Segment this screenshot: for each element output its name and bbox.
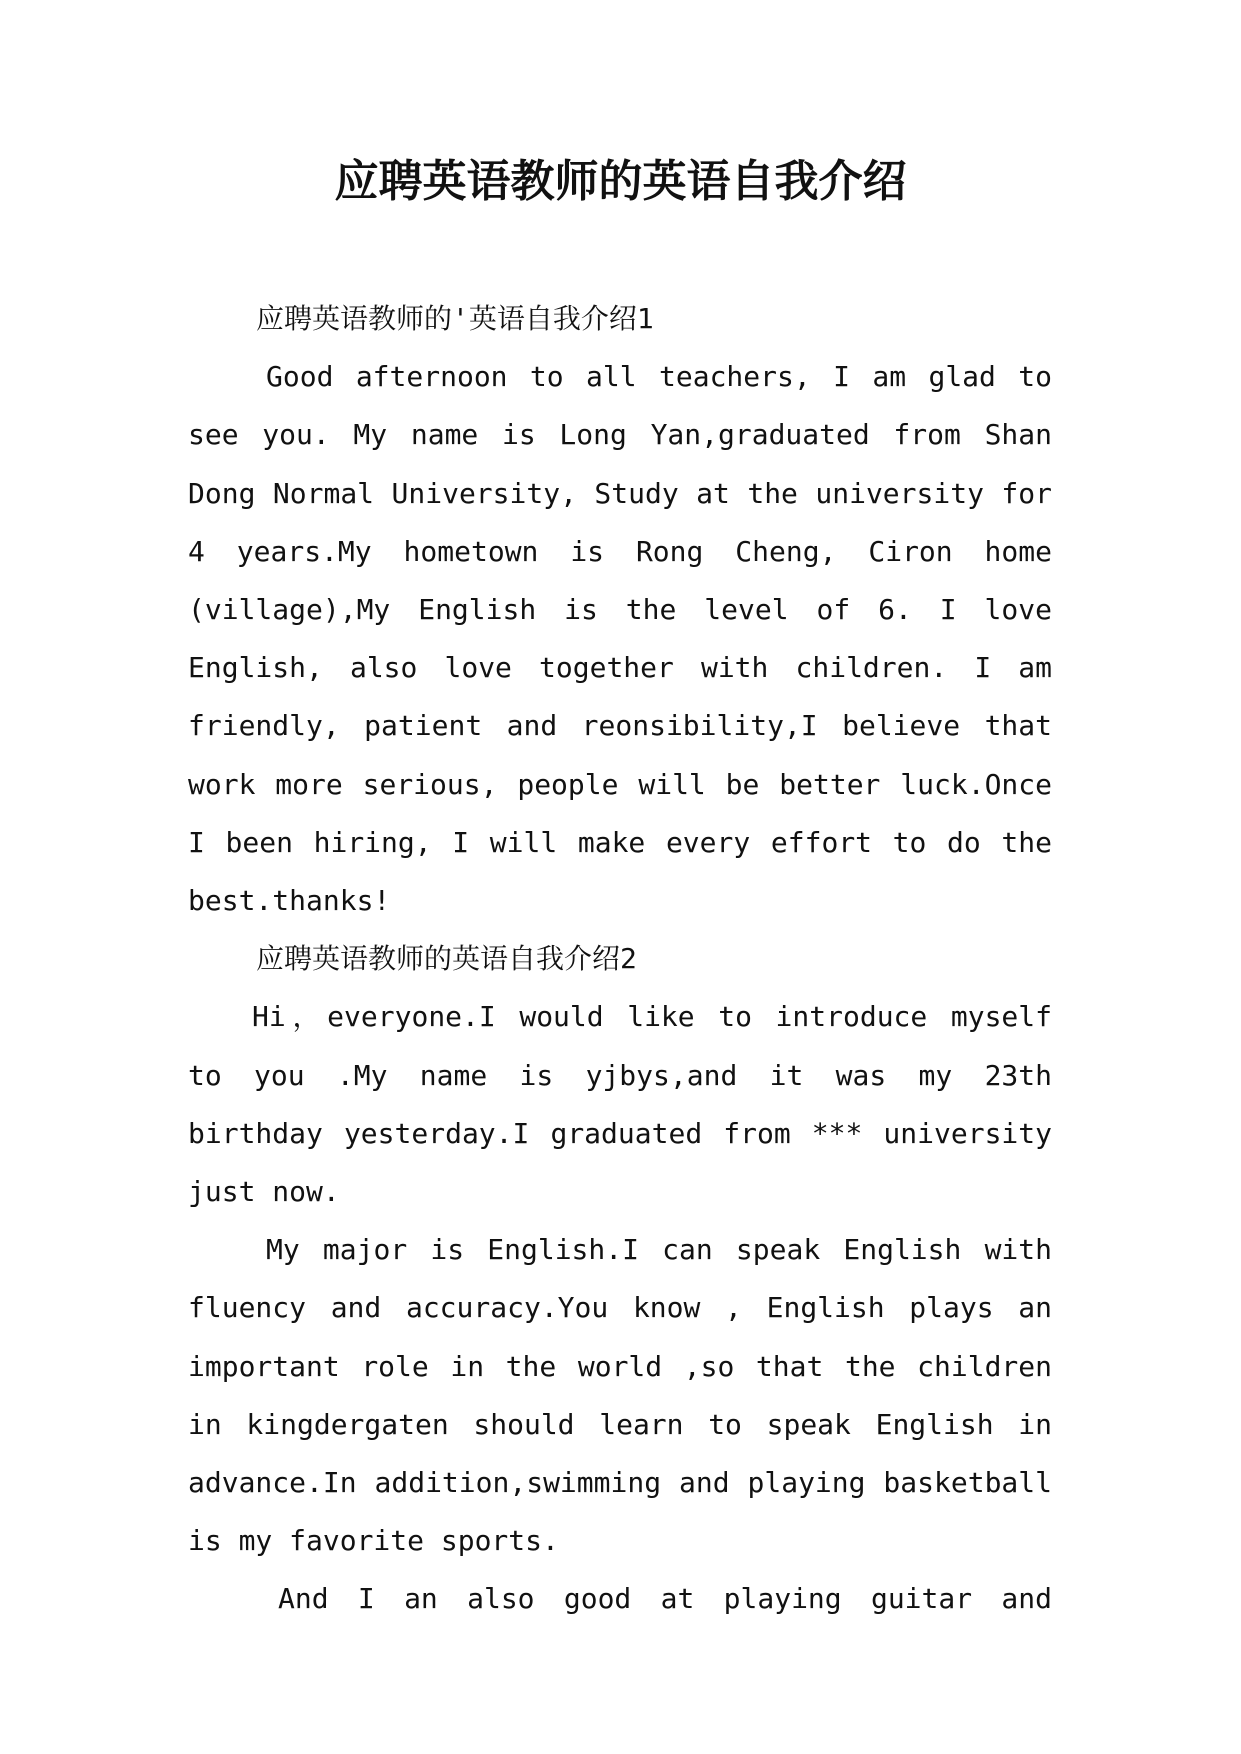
document-title: 应聘英语教师的英语自我介绍	[334, 156, 907, 207]
section-2-paragraph-2: My major is English.I can speak English with fluency and accuracy.You know , English plays an important role in the world ,so that the children in kingdergaten should learn to speak English in advance.In addition,swimming and playing basketball is my favorite sports.	[188, 1233, 1052, 1558]
section-2-paragraph-3: And I an also good at playing guitar and	[278, 1582, 1052, 1616]
section-1-paragraph: Good afternoon to all teachers, I am glad to see you. My name is Long Yan,graduated from Shan Dong Normal University, Study at the university for 4 years.My hometown is Rong Cheng, Ciron home (village),My English is the level of 6. I love English, also love together with children. I am friendly, patient and reonsibility,I believe that work more serious, people will be better luck.Once I been hiring, I will make every effort to do the best.thanks!	[188, 360, 1052, 918]
section-heading-2: 应聘英语教师的英语自我介绍2	[256, 942, 637, 976]
document-body	[188, 290, 1052, 1629]
section-2-paragraph-1: Hi，everyone.I would like to introduce myself to you .My name is yjbys,and it was my 23th birthday yesterday.I graduated from *** university just now.	[188, 1000, 1052, 1209]
section-heading-1: 应聘英语教师的'英语自我介绍1	[256, 302, 654, 335]
